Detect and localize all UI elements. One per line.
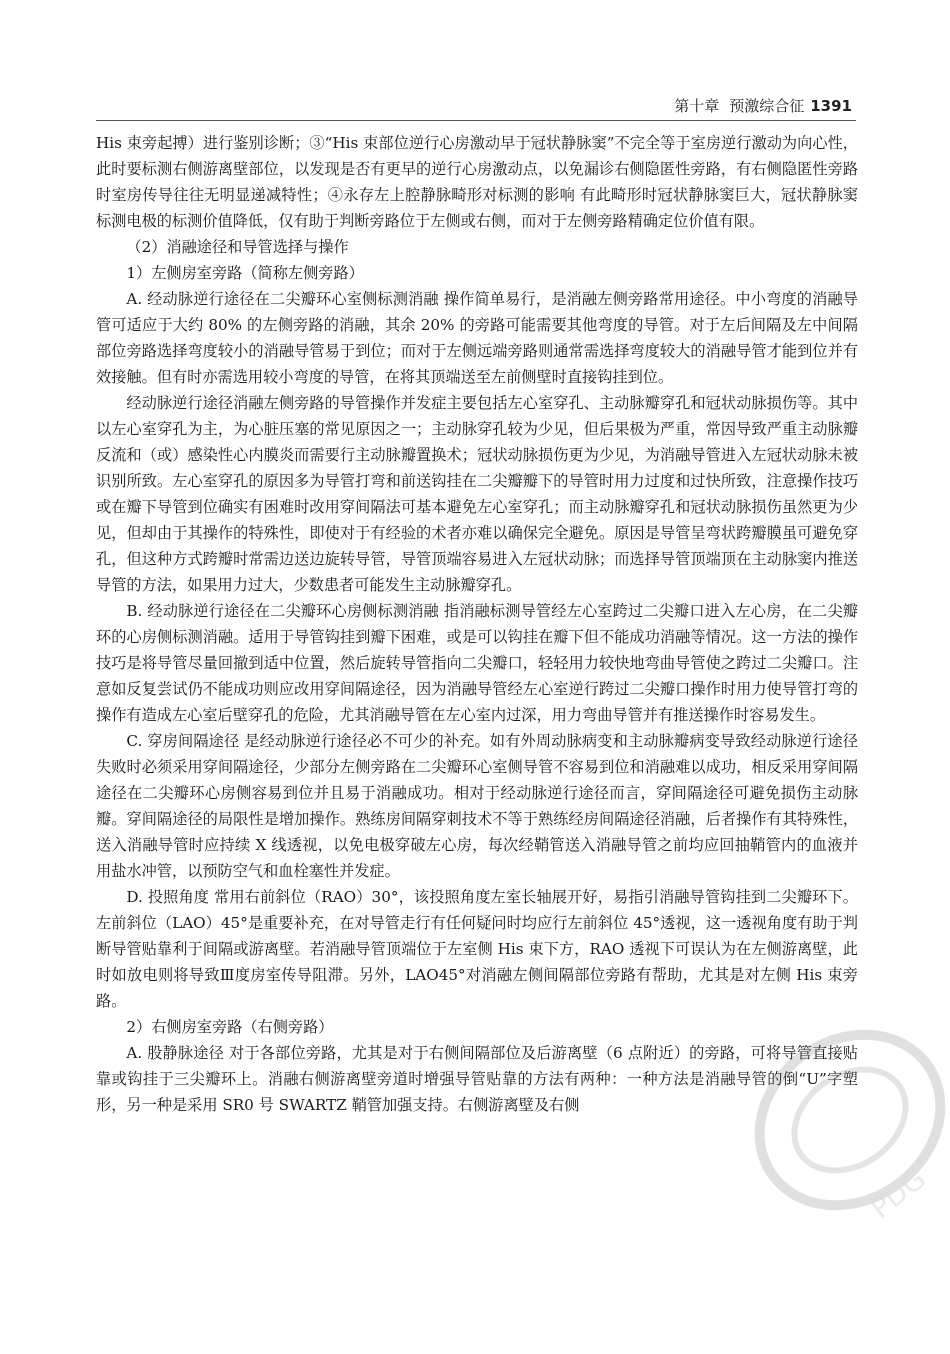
- paragraph-continued: His 束旁起搏）进行鉴别诊断；③“His 束部位逆行心房激动早于冠状静脉窦”不完全等于室房逆行激动为向心性，此时要标测右侧游离壁部位，以发现是否有更早的逆行心房激动点，以免漏诊右侧隐匿性旁路，有右侧隐匿性旁路时室房传导往往无明显递减特性；④永存左上腔静脉畸形对标测的影响 有此畸形时冠状静脉窦巨大，冠状静脉窦标测电极的标测价值降低，仅有助于判断旁路位于左侧或右侧，而对于左侧旁路精确定位价值有限。: [96, 134, 858, 230]
- body-text: [96, 130, 858, 1118]
- running-header: [560, 94, 852, 118]
- subheading-left-pathway: 1）左侧房室旁路（简称左侧旁路）: [126, 264, 364, 282]
- paragraph-item-c: C. 穿房间隔途径 是经动脉逆行途径必不可少的补充。如有外周动脉病变和主动脉瓣病变导致经动脉逆行途径失败时必须采用穿间隔途径，少部分左侧旁路在二尖瓣环心室侧导管不容易到位和消融难以成功，相反采用穿间隔途径在二尖瓣环心房侧容易到位并且易于消融成功。相对于经动脉逆行途径而言，穿间隔途径可避免损伤主动脉瓣。穿间隔途径的局限性是增加操作。熟练房间隔穿刺技术不等于熟练经房间隔途径消融，后者操作有其特殊性，送入消融导管时应持续 X 线透视，以免电极穿破左心房，每次经鞘管送入消融导管之前均应回抽鞘管内的血液并用盐水冲管，以预防空气和血栓塞性并发症。: [96, 732, 858, 880]
- subheading-right-pathway: 2）右侧房室旁路（右侧旁路）: [126, 1018, 334, 1036]
- paragraph-femoral-vein: A. 股静脉途径 对于各部位旁路，尤其是对于右侧间隔部位及后游离壁（6 点附近）的旁路，可将导管直接贴靠或钩挂于三尖瓣环上。消融右侧游离壁旁道时增强导管贴靠的方法有两种：一种方法是消融导管的倒“U”字塑形，另一种是采用 SR0 号 SWARTZ 鞘管加强支持。右侧游离壁及右侧: [96, 1044, 858, 1114]
- subheading-ablation-approach: （2）消融途径和导管选择与操作: [126, 238, 349, 256]
- paragraph-item-a: A. 经动脉逆行途径在二尖瓣环心室侧标测消融 操作简单易行，是消融左侧旁路常用途径。中小弯度的消融导管可适应于大约 80% 的左侧旁路的消融，其余 20% 的旁路可能需要其他弯度的导管。对于左后间隔及左中间隔部位旁路选择弯度较小的消融导管易于到位；而对于左侧远端旁路则通常需选择弯度较大的消融导管才能到位并有效接触。但有时亦需选用较小弯度的导管，在将其顶端送至左前侧壁时直接钩挂到位。: [96, 290, 858, 386]
- paragraph-item-d: D. 投照角度 常用右前斜位（RAO）30°，该投照角度左室长轴展开好，易指引消融导管钩挂到二尖瓣环下。左前斜位（LAO）45°是重要补充，在对导管走行有任何疑问时均应行左前斜位 45°透视，这一透视角度有助于判断导管贴靠利于间隔或游离壁。若消融导管顶端位于左室侧 His 束下方，RAO 透视下可误认为在左侧游离壁，此时如放电则将导致Ⅲ度房室传导阻滞。另外，LAO45°对消融左侧间隔部位旁路有帮助，尤其是对左侧 His 束旁路。: [96, 888, 858, 1010]
- chapter-label: 第十章: [674, 97, 720, 115]
- paragraph-item-b: B. 经动脉逆行途径在二尖瓣环心房侧标测消融 指消融标测导管经左心室跨过二尖瓣口进入左心房，在二尖瓣环的心房侧标测消融。适用于导管钩挂到瓣下困难，或是可以钩挂在瓣下但不能成功消融等情况。这一方法的操作技巧是将导管尽量回撤到适中位置，然后旋转导管指向二尖瓣口，轻轻用力较快地弯曲导管使之跨过二尖瓣口。注意如反复尝试仍不能成功则应改用穿间隔途径，因为消融导管经左心室逆行跨过二尖瓣口操作时用力使导管打弯的操作有造成左心室后壁穿孔的危险，尤其消融导管在左心室内过深，用力弯曲导管并有推送操作时容易发生。: [96, 602, 858, 724]
- watermark-text: PDG: [864, 1161, 932, 1226]
- page-number: 1391: [810, 97, 852, 115]
- header-rule: [96, 120, 856, 121]
- section-title: 预激综合征: [729, 97, 805, 115]
- paragraph-complications: 经动脉逆行途径消融左侧旁路的导管操作并发症主要包括左心室穿孔、主动脉瓣穿孔和冠状动脉损伤等。其中以左心室穿孔为主，为心脏压塞的常见原因之一；主动脉穿孔较为少见，但后果极为严重，常因导致严重主动脉瓣反流和（或）感染性心内膜炎而需要行主动脉瓣置换术；冠状动脉损伤更为少见，为消融导管进入左冠状动脉未被识别所致。左心室穿孔的原因多为导管打弯和前送钩挂在二尖瓣瓣下的导管时用力过度和过快所致，注意操作技巧或在瓣下导管到位确实有困难时改用穿间隔法可基本避免左心室穿孔；而主动脉瓣穿孔和冠状动脉损伤虽然更为少见，但却由于其操作的特殊性，即使对于有经验的术者亦难以确保完全避免。原因是导管呈弯状跨瓣膜虽可避免穿孔，但这种方式跨瓣时常需边送边旋转导管，导管顶端容易进入左冠状动脉；而选择导管顶端顶在主动脉窦内推送导管的方法，如果用力过大，少数患者可能发生主动脉瓣穿孔。: [96, 394, 858, 594]
